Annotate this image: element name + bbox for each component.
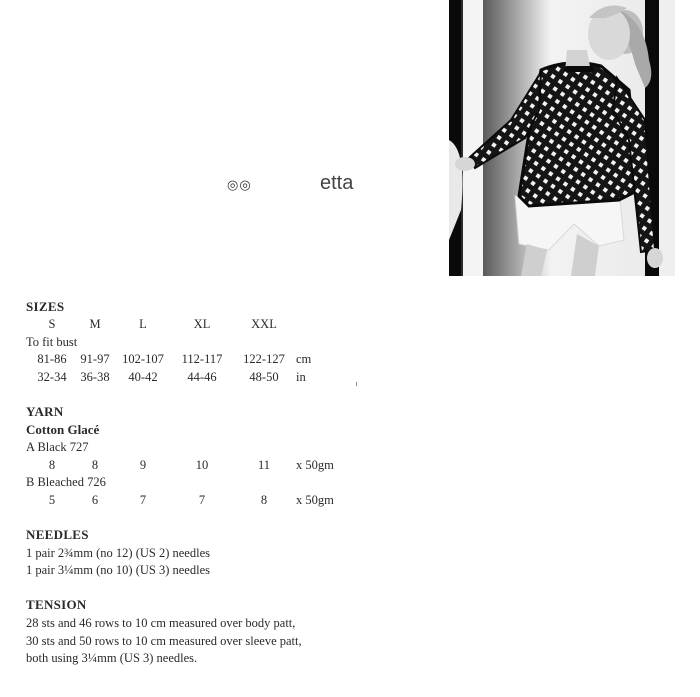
yarn-name: Cotton Glacé [26, 422, 100, 437]
size-label-xl: XL [193, 317, 211, 331]
bust-cm-xl: 112-117 [181, 352, 223, 366]
tension-line-3: both using 3¼mm (US 3) needles. [26, 651, 198, 665]
bust-in-l: 40-42 [128, 370, 158, 384]
tension-line-1: 28 sts and 46 rows to 10 cm measured over body patt, [26, 616, 296, 630]
tension-line-2: 30 sts and 50 rows to 10 cm measured over sleeve patt, [26, 634, 302, 648]
bust-in-xl: 44-46 [187, 370, 217, 384]
yarn-color-b: B Bleached 726 [26, 475, 106, 489]
tension-heading: TENSION [26, 597, 87, 612]
fit-bust-label: To fit bust [26, 335, 78, 349]
yarn-heading: YARN [26, 404, 64, 419]
b-qty-xl: 7 [198, 493, 206, 507]
a-qty-unit: x 50gm [296, 458, 334, 472]
bust-in-m: 36-38 [80, 370, 110, 384]
b-qty-m: 6 [91, 493, 99, 507]
a-qty-xxl: 11 [257, 458, 271, 472]
needle-line-2: 1 pair 3¼mm (no 10) (US 3) needles [26, 563, 210, 577]
divider-mark [356, 382, 357, 386]
b-qty-s: 5 [48, 493, 56, 507]
yarn-color-a: A Black 727 [26, 440, 89, 454]
size-label-s: S [48, 317, 56, 331]
a-qty-l: 9 [139, 458, 147, 472]
size-label-xxl: XXL [251, 317, 277, 331]
pattern-title: etta [320, 172, 354, 194]
size-label-m: M [89, 317, 101, 331]
a-qty-xl: 10 [195, 458, 209, 472]
a-qty-m: 8 [91, 458, 99, 472]
b-qty-l: 7 [139, 493, 147, 507]
b-qty-unit: x 50gm [296, 493, 334, 507]
needle-line-1: 1 pair 2¾mm (no 12) (US 2) needles [26, 546, 210, 560]
bust-cm-l: 102-107 [122, 352, 164, 366]
b-qty-xxl: 8 [260, 493, 268, 507]
difficulty-rating: ◎◎ [227, 178, 252, 193]
bust-cm-m: 91-97 [80, 352, 110, 366]
cm-unit: cm [296, 352, 312, 366]
sizes-heading: SIZES [26, 299, 65, 314]
bust-in-s: 32-34 [37, 370, 67, 384]
bust-cm-s: 81-86 [37, 352, 67, 366]
bust-in-xxl: 48-50 [249, 370, 279, 384]
needles-heading: NEEDLES [26, 527, 89, 542]
a-qty-s: 8 [48, 458, 56, 472]
size-label-l: L [139, 317, 147, 331]
model-photo [449, 0, 675, 276]
in-unit: in [296, 370, 306, 384]
bust-cm-xxl: 122-127 [243, 352, 285, 366]
